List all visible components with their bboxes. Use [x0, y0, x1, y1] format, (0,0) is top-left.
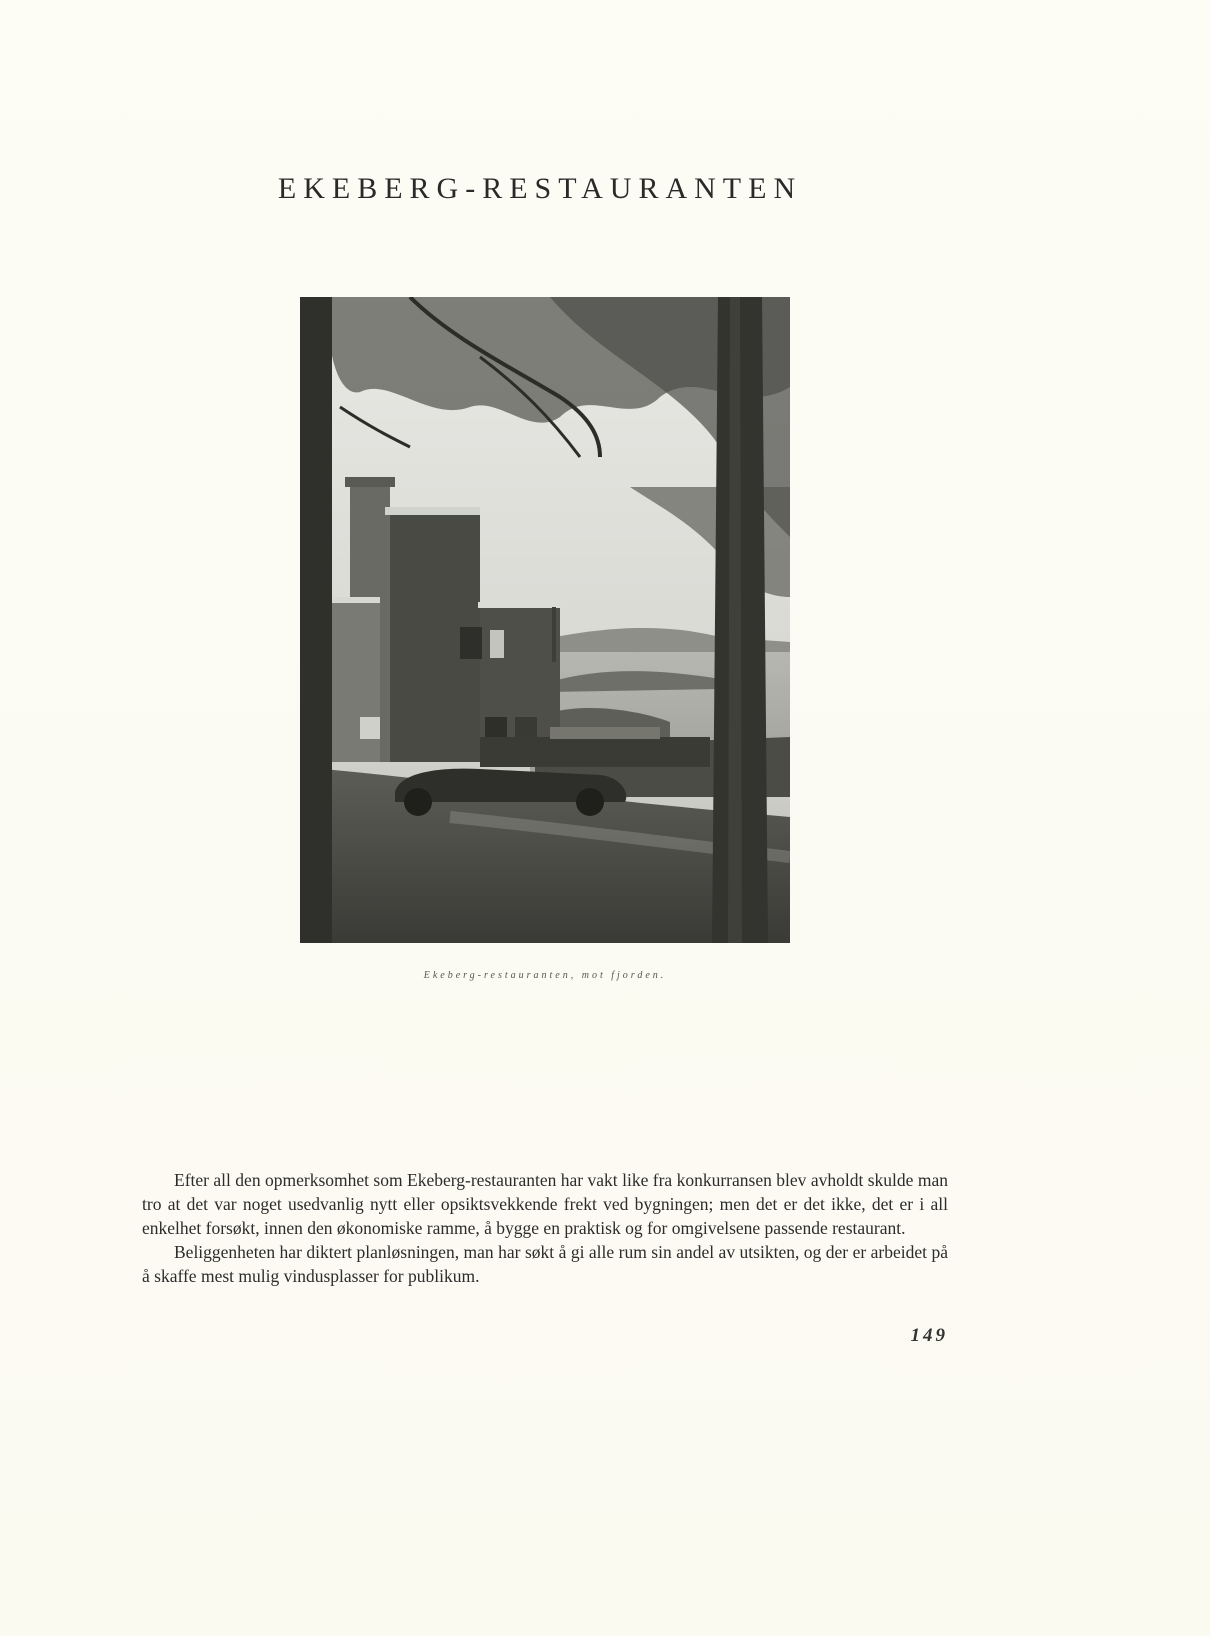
body-text	[142, 1168, 948, 1288]
photo-caption: Ekeberg-restauranten, mot fjorden.	[423, 970, 667, 981]
paragraph-2: Beliggenheten har diktert planløsningen, man har søkt å gi alle rum sin andel av utsikten, og der er arbeidet på å skaffe mest mulig vindusplasser for publikum.	[142, 1242, 948, 1286]
restaurant-photograph	[300, 297, 790, 943]
paragraph-1: Efter all den opmerksomhet som Ekeberg-restauranten har vakt like fra konkurransen blev avholdt skulde man tro at det var noget usedvanlig nytt eller opsiktsvekkende frekt ved bygningen; men det er det ikke, det er i all enkelhet forsøkt, innen den økonomiske ramme, å bygge en praktisk og for omgivelsene passende restaurant.	[142, 1170, 948, 1238]
page-title: EKEBERG-RESTAURANTEN	[277, 172, 803, 205]
photo-illustration	[300, 297, 790, 943]
page-number: 149	[910, 1325, 948, 1346]
